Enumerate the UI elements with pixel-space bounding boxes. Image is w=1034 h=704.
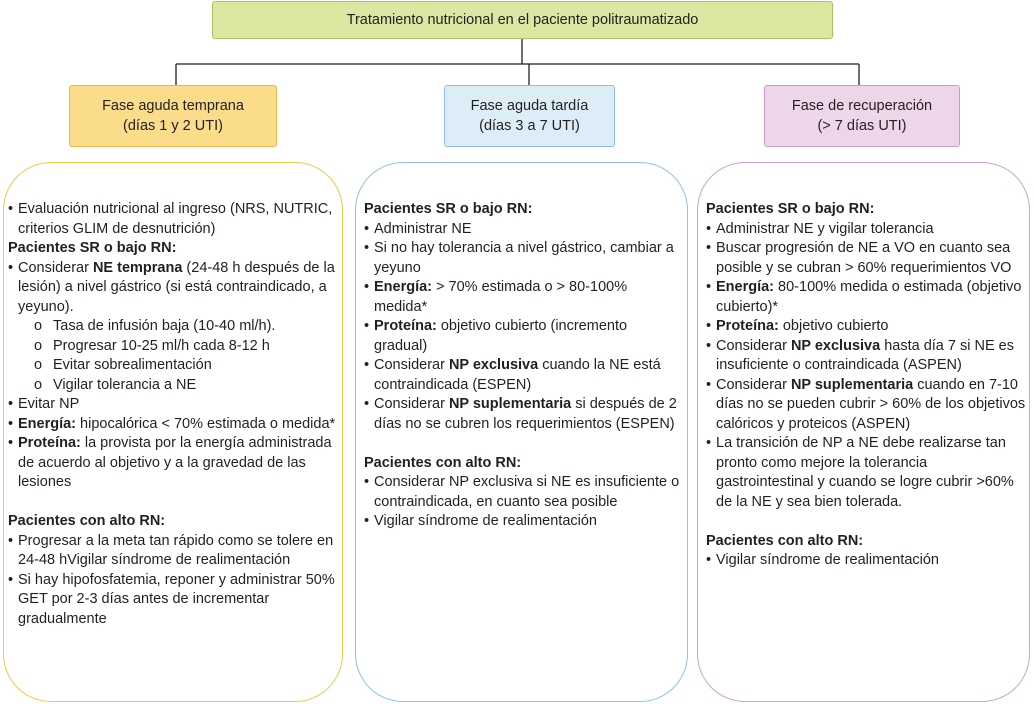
- list-item: [364, 356, 682, 395]
- list-item: [364, 278, 682, 317]
- sub-item-text: Evitar sobrealimentación: [53, 357, 212, 373]
- item-text: Administrar NE: [374, 220, 472, 237]
- item-text: Si no hay tolerancia a nivel gástrico, cambiar a yeyuno: [374, 240, 674, 276]
- section-heading: Pacientes SR o bajo RN:: [706, 201, 875, 217]
- item-emphasis: Energía:: [374, 279, 433, 295]
- bullet-icon: •: [706, 376, 712, 393]
- item-text: Administrar NE y vigilar tolerancia: [716, 220, 934, 237]
- item-text: Progresar a la meta tan rápido como se tolere en 24-48 hVigilar síndrome de realimentación: [18, 532, 334, 568]
- item-text: Considerar: [18, 259, 93, 276]
- item-text: Considerar: [374, 357, 449, 373]
- item-emphasis: NP exclusiva: [790, 337, 881, 354]
- phase-period: (días 3 a 7 UTI): [479, 118, 580, 134]
- phase-header-recovery: [764, 85, 960, 147]
- item-text-rest: cuando la NE está contraindicada (ESPEN): [374, 357, 661, 393]
- bullet-icon: •: [8, 396, 14, 412]
- item-text-rest: (24-48 h después de la lesión) a nivel gástrico (si está contraindicado, a yeyuno).: [18, 259, 335, 315]
- list-item: [706, 337, 1026, 376]
- bullet-icon: •: [364, 220, 370, 237]
- list-item: [706, 434, 1026, 512]
- bullet-icon: •: [706, 435, 712, 451]
- sub-list-item: [8, 317, 340, 337]
- section-heading: Pacientes SR o bajo RN:: [8, 240, 177, 256]
- list-item: [8, 200, 340, 239]
- phase-name: Fase de recuperación: [791, 98, 933, 114]
- circle-bullet-icon: o: [34, 376, 43, 393]
- bullet-icon: •: [8, 259, 14, 276]
- list-item: [8, 434, 340, 493]
- list-item: [706, 551, 1026, 571]
- sub-item-text: Progresar 10-25 ml/h cada 8-12 h: [53, 337, 270, 354]
- list-item: [706, 278, 1026, 317]
- phase-header-early-acute: [69, 85, 277, 147]
- list-item: [364, 239, 682, 278]
- item-text: Considerar NP exclusiva si NE es insuficiente o contraindicada, en cuanto sea posible: [374, 474, 680, 510]
- bullet-icon: •: [8, 435, 14, 451]
- bullet-icon: •: [364, 474, 370, 490]
- sub-list-item: [8, 337, 340, 357]
- item-text-rest: objetivo cubierto: [778, 318, 889, 334]
- sub-list-item: [8, 376, 340, 396]
- bullet-icon: •: [364, 513, 370, 529]
- circle-bullet-icon: o: [34, 318, 43, 334]
- item-emphasis: NP exclusiva: [448, 357, 539, 373]
- item-emphasis: Energía:: [18, 415, 77, 432]
- list-item: [364, 473, 682, 512]
- sub-item-text: Tasa de infusión baja (10-40 ml/h).: [53, 318, 276, 334]
- item-text: Considerar: [716, 376, 791, 393]
- diagram-title: Tratamiento nutricional en el paciente politraumatizado: [212, 1, 833, 39]
- item-text: Evaluación nutricional al ingreso (NRS, NUTRIC, criterios GLIM de desnutrición): [18, 201, 333, 237]
- item-emphasis: NP suplementaria: [448, 396, 572, 412]
- item-text: Evitar NP: [18, 396, 80, 412]
- item-emphasis: Proteína:: [18, 435, 81, 451]
- item-text-rest: hasta día 7 si NE es insuficiente o contraindicada (ASPEN): [716, 337, 1014, 373]
- list-item: [8, 395, 340, 415]
- list-item: [8, 259, 340, 318]
- item-text: Buscar progresión de NE a VO en cuanto sea posible y se cubran > 60% requerimientos VO: [716, 240, 1012, 276]
- bullet-icon: •: [706, 240, 712, 256]
- section-spacer: [706, 512, 1026, 532]
- bullet-icon: •: [706, 552, 712, 568]
- list-item: [364, 512, 682, 532]
- list-item: [706, 220, 1026, 240]
- section-spacer: [8, 493, 340, 513]
- bullet-icon: •: [8, 201, 14, 217]
- sub-item-text: Vigilar tolerancia a NE: [53, 376, 197, 393]
- bullet-icon: •: [364, 279, 370, 295]
- item-text-rest: objetivo cubierto (incremento gradual): [374, 318, 628, 354]
- section-spacer: [364, 434, 682, 454]
- item-text-rest: > 70% estimada o > 80-100% medida*: [374, 279, 628, 315]
- item-emphasis: NP suplementaria: [790, 376, 914, 393]
- item-text-rest: si después de 2 días no se cubren los requerimientos (ESPEN): [374, 396, 677, 432]
- item-emphasis: Energía:: [716, 279, 775, 295]
- list-item: [8, 571, 340, 630]
- list-item: [706, 239, 1026, 278]
- bullet-icon: •: [706, 279, 712, 295]
- phase-content-early-acute: [8, 200, 340, 629]
- item-text-rest: la provista por la energía administrada de acuerdo al objetivo y a la gravedad de las lesiones: [18, 435, 332, 490]
- bullet-icon: •: [706, 220, 712, 237]
- phase-period: (> 7 días UTI): [817, 118, 907, 134]
- phase-content-recovery: [706, 200, 1026, 571]
- item-emphasis: Proteína:: [374, 318, 437, 334]
- item-emphasis: NE temprana: [92, 259, 183, 276]
- bullet-icon: •: [8, 532, 14, 549]
- bullet-icon: •: [364, 396, 370, 412]
- bullet-icon: •: [364, 240, 370, 256]
- list-item: [8, 532, 340, 571]
- list-item: [706, 376, 1026, 435]
- list-item: [364, 220, 682, 240]
- sub-list-item: [8, 356, 340, 376]
- section-heading: Pacientes SR o bajo RN:: [364, 201, 533, 217]
- section-heading: Pacientes con alto RN:: [706, 532, 864, 549]
- circle-bullet-icon: o: [34, 357, 43, 373]
- list-item: [706, 317, 1026, 337]
- item-text: Vigilar síndrome de realimentación: [716, 552, 939, 568]
- list-item: [364, 395, 682, 434]
- bullet-icon: •: [8, 415, 14, 432]
- item-text: Considerar: [716, 337, 791, 354]
- item-emphasis: Proteína:: [716, 318, 779, 334]
- phase-name: Fase aguda tardía: [470, 98, 589, 114]
- phase-name: Fase aguda temprana: [102, 98, 244, 114]
- bullet-icon: •: [8, 571, 14, 588]
- item-text-rest: hipocalórica < 70% estimada o medida*: [76, 415, 336, 432]
- list-item: [8, 415, 340, 435]
- bullet-icon: •: [364, 318, 370, 334]
- circle-bullet-icon: o: [34, 337, 43, 354]
- phase-header-late-acute: [444, 85, 615, 147]
- bullet-icon: •: [706, 318, 712, 334]
- item-text: Considerar: [374, 396, 449, 412]
- section-heading: Pacientes con alto RN:: [8, 513, 166, 529]
- item-text-rest: cuando en 7-10 días no se pueden cubrir > 60% de los objetivos calóricos y proteicos (ASPEN): [716, 376, 1026, 432]
- phase-period: (días 1 y 2 UTI): [123, 118, 223, 134]
- bullet-icon: •: [364, 357, 370, 373]
- section-heading: Pacientes con alto RN:: [364, 454, 522, 471]
- phase-content-late-acute: [364, 200, 682, 532]
- item-text: Vigilar síndrome de realimentación: [374, 513, 597, 529]
- item-text: Si hay hipofosfatemia, reponer y administrar 50% GET por 2-3 días antes de incrementar gradualmente: [18, 571, 335, 627]
- bullet-icon: •: [706, 337, 712, 354]
- item-text: La transición de NP a NE debe realizarse tan pronto como mejore la tolerancia gastrointestinal y cuando se logre cubrir >60% de la NE y sea bien tolerada.: [716, 435, 1014, 510]
- list-item: [364, 317, 682, 356]
- item-text-rest: 80-100% medida o estimada (objetivo cubierto)*: [716, 279, 1022, 315]
